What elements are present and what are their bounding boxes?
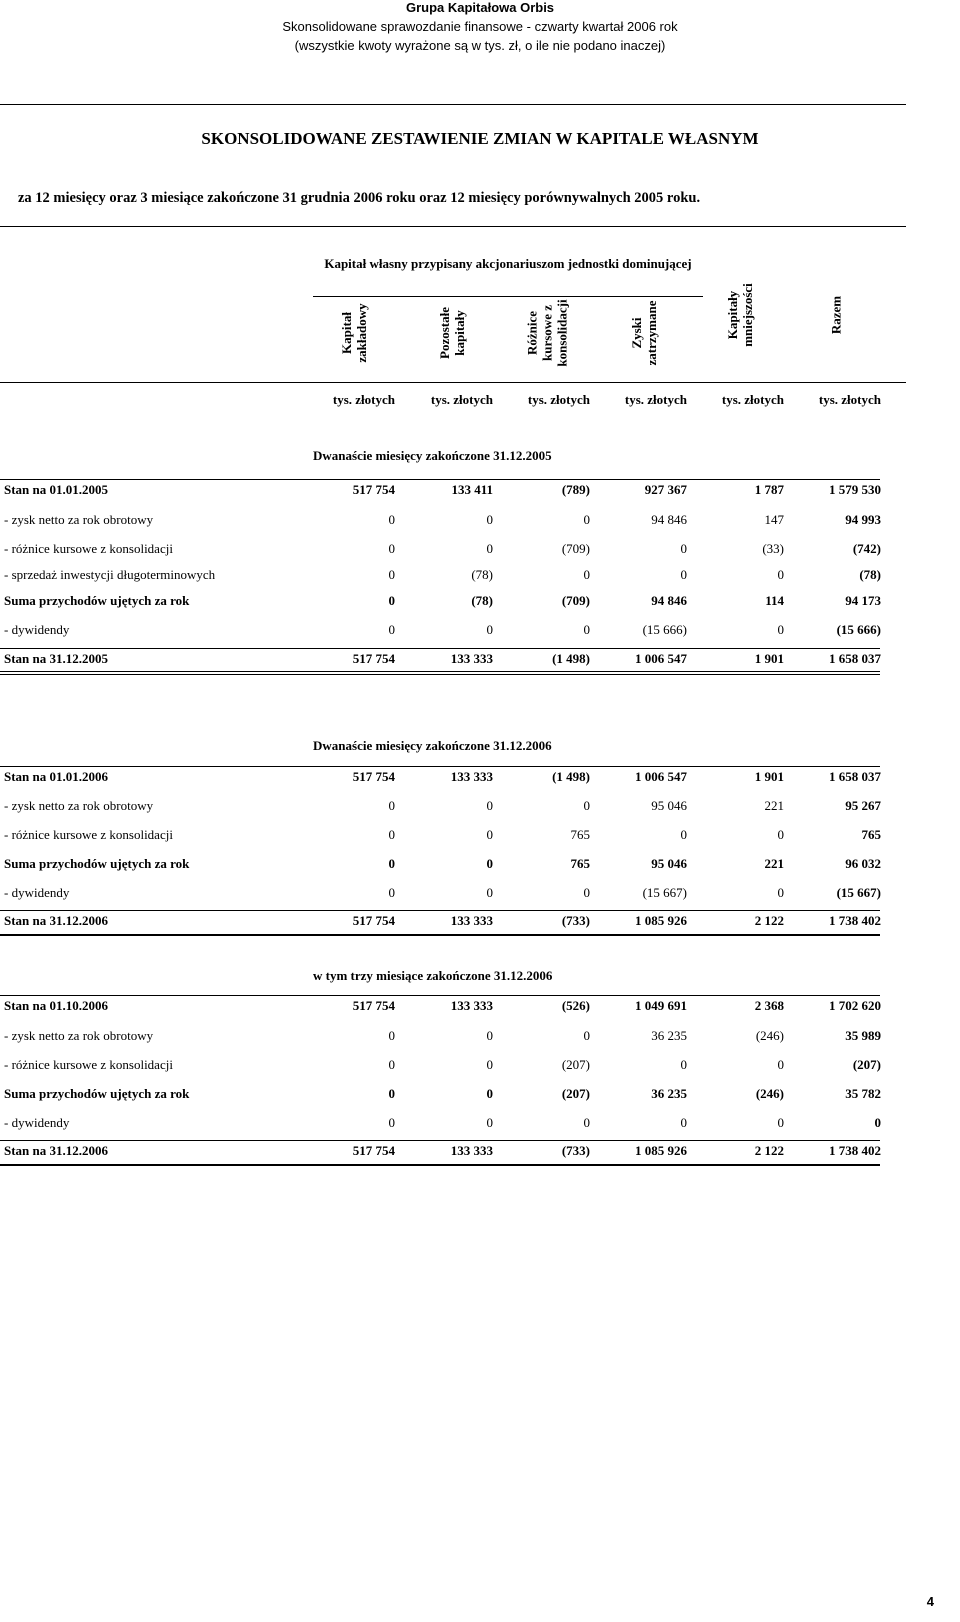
- row-value: 1 579 530: [829, 482, 881, 497]
- row-value: 0: [486, 622, 493, 637]
- row-label: - zysk netto za rok obrotowy: [4, 798, 154, 813]
- row-value: (33): [762, 541, 784, 556]
- table-row: [0, 541, 960, 559]
- table-row: [0, 567, 960, 585]
- table-row: [0, 998, 960, 1016]
- row-value: 133 333: [450, 651, 493, 666]
- row-value: 765: [861, 827, 881, 842]
- row-value: 1 049 691: [635, 998, 687, 1013]
- row-value: (733): [561, 913, 590, 928]
- table-row: [0, 1057, 960, 1075]
- column-header-line: Razem: [828, 295, 844, 335]
- row-value: 0: [486, 1028, 493, 1043]
- row-label: Stan na 31.12.2005: [4, 651, 109, 666]
- row-value: 36 235: [651, 1028, 687, 1043]
- row-label: Stan na 31.12.2006: [4, 913, 109, 928]
- row-value: 133 333: [450, 998, 493, 1013]
- row-value: 95 046: [651, 798, 687, 813]
- row-value: 2 368: [754, 998, 784, 1013]
- row-value: 765: [570, 827, 590, 842]
- table-row: [0, 1143, 960, 1161]
- section-title: Dwanaście miesięcy zakończone 31.12.2005: [313, 448, 552, 463]
- row-value: 0: [777, 567, 784, 582]
- table-rule: [0, 995, 880, 996]
- column-header-3: [596, 288, 692, 378]
- column-header-line: konsolidacji: [554, 299, 570, 367]
- row-value: 517 754: [352, 913, 395, 928]
- column-header-line: kapitały: [452, 310, 467, 356]
- row-value: 0: [388, 567, 395, 582]
- row-value: 517 754: [352, 769, 395, 784]
- table-row: [0, 827, 960, 845]
- row-value: 1 738 402: [829, 1143, 881, 1158]
- row-label: Suma przychodów ujętych za rok: [4, 1086, 190, 1101]
- page-number: 4: [926, 1594, 934, 1609]
- row-value: 0: [388, 1086, 395, 1101]
- row-value: 0: [583, 1115, 590, 1130]
- unit-label: tys. złotych: [721, 392, 784, 407]
- table-rule: [0, 766, 880, 767]
- row-value: 0: [777, 622, 784, 637]
- table-rule: [0, 671, 880, 672]
- row-value: 765: [570, 856, 590, 871]
- row-value: (207): [852, 1057, 881, 1072]
- row-label: - różnice kursowe z konsolidacji: [4, 541, 173, 556]
- column-header-2: [499, 288, 595, 378]
- column-header-line: Kapitał: [339, 312, 354, 354]
- table-row: [0, 482, 960, 500]
- row-value: 0: [388, 827, 395, 842]
- row-value: 0: [388, 1028, 395, 1043]
- row-value: 0: [583, 567, 590, 582]
- table-rule: [0, 674, 880, 675]
- row-value: (207): [561, 1057, 590, 1072]
- column-header-line: Zyski: [629, 317, 644, 349]
- row-label: - różnice kursowe z konsolidacji: [4, 1057, 173, 1072]
- row-value: 96 032: [845, 856, 881, 871]
- row-value: 0: [583, 1028, 590, 1043]
- row-label: - dywidendy: [4, 885, 70, 900]
- row-label: - różnice kursowe z konsolidacji: [4, 827, 173, 842]
- row-value: 0: [486, 856, 493, 871]
- row-value: (15 667): [642, 885, 687, 900]
- subtitle-rule: [0, 226, 906, 227]
- row-label: - zysk netto za rok obrotowy: [4, 1028, 154, 1043]
- table-row: [0, 1086, 960, 1104]
- section-title: w tym trzy miesiące zakończone 31.12.2006: [313, 968, 553, 983]
- row-value: 0: [486, 512, 493, 527]
- column-header-line: zakładowy: [354, 303, 369, 363]
- row-value: 36 235: [651, 1086, 687, 1101]
- row-value: 221: [764, 856, 784, 871]
- column-header-line: Pozostałe: [437, 307, 452, 359]
- row-value: (207): [561, 1086, 590, 1101]
- section-title: Dwanaście miesięcy zakończone 31.12.2006: [313, 738, 552, 753]
- row-value: 1 787: [754, 482, 784, 497]
- row-value: (78): [471, 593, 493, 608]
- row-value: 94 846: [651, 512, 687, 527]
- row-value: 0: [486, 827, 493, 842]
- unit-label: tys. złotych: [527, 392, 590, 407]
- row-value: 94 846: [651, 593, 687, 608]
- row-label: Stan na 31.12.2006: [4, 1143, 109, 1158]
- table-rule: [0, 934, 880, 936]
- row-value: 0: [680, 1115, 687, 1130]
- row-value: 0: [388, 512, 395, 527]
- row-value: 133 411: [451, 482, 493, 497]
- statement-title: SKONSOLIDOWANE ZESTAWIENIE ZMIAN W KAPITALE WŁASNYM: [201, 129, 759, 148]
- row-label: - dywidendy: [4, 1115, 70, 1130]
- table-row: [0, 1028, 960, 1046]
- table-row: [0, 651, 960, 669]
- row-value: 0: [777, 885, 784, 900]
- row-value: 0: [680, 541, 687, 556]
- row-value: (709): [561, 541, 590, 556]
- report-name: Skonsolidowane sprawozdanie finansowe - czwarty kwartał 2006 rok: [282, 19, 678, 34]
- row-label: - dywidendy: [4, 622, 70, 637]
- unit-label: tys. złotych: [430, 392, 493, 407]
- row-value: (15 666): [642, 622, 687, 637]
- row-value: (246): [755, 1028, 784, 1043]
- row-value: (742): [852, 541, 881, 556]
- row-label: Stan na 01.01.2006: [4, 769, 109, 784]
- row-value: 517 754: [352, 651, 395, 666]
- row-value: 517 754: [352, 482, 395, 497]
- row-label: Suma przychodów ujętych za rok: [4, 593, 190, 608]
- row-label: Suma przychodów ujętych za rok: [4, 856, 190, 871]
- row-value: 0: [486, 885, 493, 900]
- row-value: 0: [486, 798, 493, 813]
- row-value: 0: [388, 856, 395, 871]
- column-header-line: Różnice: [524, 310, 540, 356]
- row-value: 0: [388, 593, 395, 608]
- row-value: 0: [583, 512, 590, 527]
- row-value: 1 901: [754, 769, 784, 784]
- row-value: 0: [388, 1115, 395, 1130]
- table-row: [0, 885, 960, 903]
- column-header-line: zatrzymane: [644, 300, 659, 366]
- table-row: [0, 593, 960, 611]
- column-header-1: [404, 288, 500, 378]
- row-value: 221: [764, 798, 784, 813]
- row-value: 517 754: [352, 1143, 395, 1158]
- row-value: 95 267: [845, 798, 881, 813]
- table-row: [0, 1115, 960, 1133]
- row-value: 0: [388, 541, 395, 556]
- row-value: 1 901: [754, 651, 784, 666]
- column-header-line: mniejszości: [740, 283, 755, 347]
- row-value: 2 122: [754, 1143, 784, 1158]
- row-label: - zysk netto za rok obrotowy: [4, 512, 154, 527]
- row-value: 0: [486, 1057, 493, 1072]
- row-value: 95 046: [651, 856, 687, 871]
- header-rule: [0, 104, 906, 105]
- column-header-line: kursowe z: [539, 305, 555, 361]
- row-label: - sprzedaż inwestycji długoterminowych: [4, 567, 216, 582]
- row-value: 1 006 547: [635, 651, 687, 666]
- column-header-line: Kapitały: [725, 290, 740, 340]
- row-value: (709): [561, 593, 590, 608]
- group-header: Kapitał własny przypisany akcjonariuszom jednostki dominującej: [324, 256, 692, 271]
- statement-subtitle: za 12 miesięcy oraz 3 miesiące zakończone 31 grudnia 2006 roku oraz 12 miesięcy porównywalnych 2005 roku.: [18, 190, 701, 206]
- row-value: 1 085 926: [635, 1143, 687, 1158]
- table-row: [0, 798, 960, 816]
- row-value: 147: [764, 512, 784, 527]
- row-value: (1 498): [552, 651, 590, 666]
- row-value: 1 006 547: [635, 769, 687, 784]
- row-value: 1 085 926: [635, 913, 687, 928]
- row-value: (78): [471, 567, 493, 582]
- row-value: 35 989: [845, 1028, 881, 1043]
- row-value: (1 498): [552, 769, 590, 784]
- table-rule: [0, 648, 880, 649]
- row-value: 35 782: [845, 1086, 881, 1101]
- table-row: [0, 622, 960, 640]
- row-value: 94 993: [845, 512, 881, 527]
- row-value: 0: [486, 1086, 493, 1101]
- row-label: Stan na 01.01.2005: [4, 482, 109, 497]
- row-value: 0: [680, 567, 687, 582]
- company-name: Grupa Kapitałowa Orbis: [405, 0, 555, 15]
- unit-label: tys. złotych: [332, 392, 395, 407]
- row-value: 0: [680, 827, 687, 842]
- row-value: 133 333: [450, 769, 493, 784]
- row-value: 2 122: [754, 913, 784, 928]
- row-value: 1 738 402: [829, 913, 881, 928]
- row-value: 133 333: [450, 1143, 493, 1158]
- column-header-0: [306, 288, 402, 378]
- amount-note: (wszystkie kwoty wyrażone są w tys. zł, o ile nie podano inaczej): [294, 38, 666, 53]
- table-row: [0, 512, 960, 530]
- unit-label: tys. złotych: [624, 392, 687, 407]
- unit-label: tys. złotych: [818, 392, 881, 407]
- row-value: 1 702 620: [829, 998, 881, 1013]
- table-row: [0, 769, 960, 787]
- row-value: 0: [777, 1115, 784, 1130]
- row-value: 0: [583, 885, 590, 900]
- row-value: 94 173: [845, 593, 881, 608]
- table-rule: [0, 910, 880, 911]
- row-value: (789): [561, 482, 590, 497]
- row-value: 0: [388, 1057, 395, 1072]
- row-value: 517 754: [352, 998, 395, 1013]
- table-rule: [0, 1164, 880, 1166]
- row-value: 0: [874, 1115, 881, 1130]
- row-value: 0: [388, 622, 395, 637]
- row-value: (15 666): [836, 622, 881, 637]
- row-label: Stan na 01.10.2006: [4, 998, 109, 1013]
- row-value: 133 333: [450, 913, 493, 928]
- row-value: 0: [486, 1115, 493, 1130]
- row-value: 0: [486, 541, 493, 556]
- row-value: 1 658 037: [829, 769, 881, 784]
- table-rule: [0, 479, 880, 480]
- row-value: 0: [583, 622, 590, 637]
- table-rule: [0, 1140, 880, 1141]
- row-value: (15 667): [836, 885, 881, 900]
- table-row: [0, 913, 960, 931]
- row-value: 927 367: [644, 482, 687, 497]
- row-value: (78): [859, 567, 881, 582]
- row-value: (246): [755, 1086, 784, 1101]
- row-value: 114: [765, 593, 784, 608]
- row-value: 0: [583, 798, 590, 813]
- row-value: 0: [388, 885, 395, 900]
- row-value: 0: [680, 1057, 687, 1072]
- row-value: 0: [388, 798, 395, 813]
- column-header-5: [788, 270, 884, 360]
- row-value: (733): [561, 1143, 590, 1158]
- row-value: 0: [777, 827, 784, 842]
- table-row: [0, 856, 960, 874]
- column-header-rule: [0, 382, 906, 383]
- row-value: 1 658 037: [829, 651, 881, 666]
- column-header-4: [692, 270, 788, 360]
- row-value: 0: [777, 1057, 784, 1072]
- row-value: (526): [561, 998, 590, 1013]
